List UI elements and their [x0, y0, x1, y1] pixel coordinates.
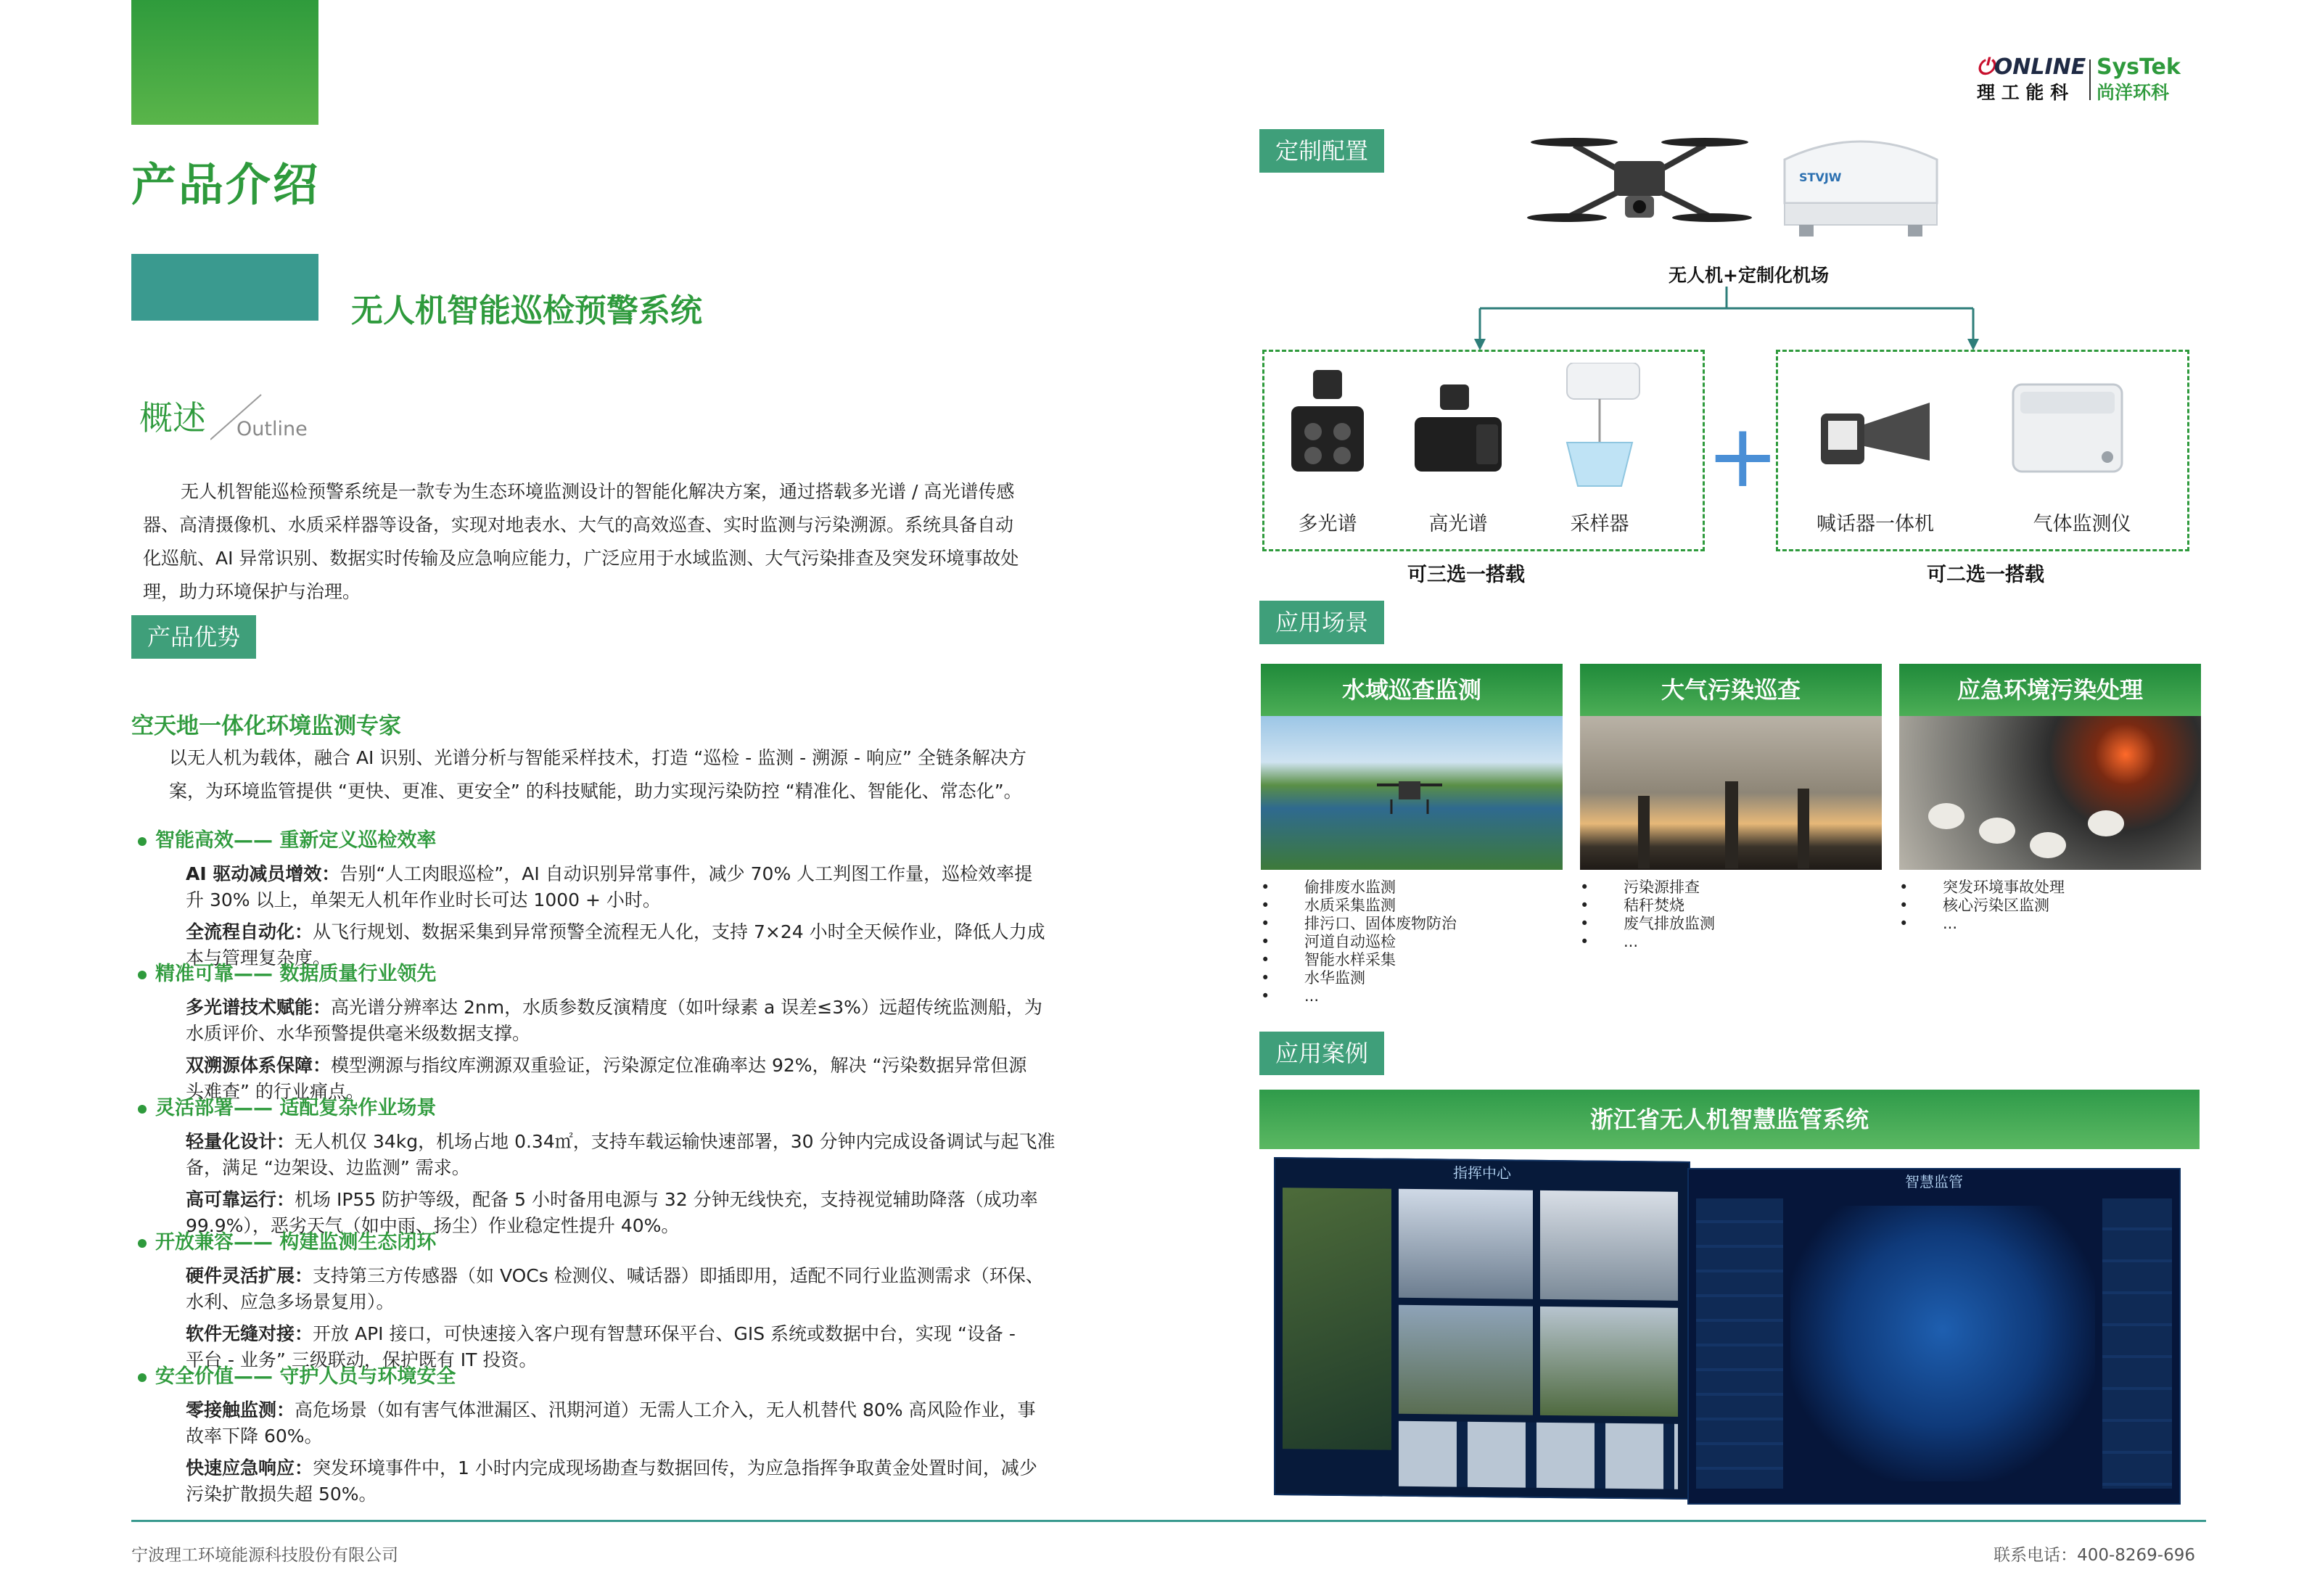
case-title-bar: [1259, 1090, 2200, 1149]
scene-card-emergency: [1899, 664, 2201, 933]
item-line: 机场 IP55 防护等级，配备 5 小时备用电源与 32 分钟无线快充，支持视觉辅助降落（成功率: [295, 1189, 1038, 1210]
item-label: 快速应急响应：: [186, 1457, 313, 1478]
item-label: 零接触监测：: [186, 1399, 295, 1420]
item-line: 模型溯源与指纹库溯源双重验证，污染源定位准确率达 92%，解决 “污染数据异常但源: [331, 1055, 1027, 1076]
item-line: 污染扩散损失超 50%。: [186, 1484, 377, 1505]
item-label: 双溯源体系保障：: [186, 1055, 332, 1076]
item-line: 高光谱分辨率达 2nm，水质参数反演精度（如叶绿素 a 误差≤3%）远超传统监测船，为: [331, 997, 1042, 1018]
case-tag: 应用案例: [1259, 1032, 1384, 1075]
chimney-shape: [1725, 781, 1738, 868]
stats-panel: [2102, 1198, 2172, 1489]
logo-systek: [2097, 54, 2213, 104]
overview-line: 器、高清摄像机、水质采样器等设备，实现对地表水、大气的高效巡查、实时监测与污染溯源。系统具备自动: [143, 514, 1014, 535]
green-accent-block: [131, 0, 318, 125]
emergency-scene-image: [1899, 716, 2201, 870]
item-line: 告别“人工肉眼巡检”，AI 自动识别异常事件，减少 70% 人工判图工作量，巡检效率提: [340, 863, 1033, 884]
bullet-dot-icon: [138, 1373, 147, 1382]
expert-line: 案，为环境监管提供 “更快、更准、更安全” 的科技赋能，助力实现污染防控 “精准化、智能化、常态化”。: [169, 781, 1022, 802]
overview-en: Outline: [236, 418, 308, 440]
tank-shape: [1979, 818, 2015, 844]
item-label: 全流程自动化：: [186, 921, 313, 942]
sampler-image: [1552, 363, 1647, 493]
online-power-icon: ⏻: [1977, 54, 1994, 80]
drone-airport-label: 无人机+定制化机场: [1669, 265, 1829, 286]
province-map: [1790, 1206, 2095, 1481]
item-label: AI 驱动减员增效：: [186, 863, 340, 884]
custom-tag: 定制配置: [1259, 129, 1384, 173]
scene-list: [1899, 879, 2201, 933]
scene-item: • 偷排废水监测: [1261, 879, 1563, 897]
scene-card-water: [1261, 664, 1563, 1005]
scene-item: • 污染源排查: [1580, 879, 1882, 897]
case-title: 浙江省无人机智慧监管系统: [1589, 1106, 1869, 1133]
video-feed: [1540, 1307, 1678, 1417]
scene-item: • 突发环境事故处理: [1899, 879, 2201, 897]
group2-caption: 可二选一搭载: [1927, 564, 2044, 586]
section-item: [186, 995, 1081, 1047]
advantage-tag: 产品优势: [131, 615, 256, 659]
item-line: 故率下降 60%。: [186, 1426, 323, 1447]
hangar-image: [1770, 123, 1951, 239]
footer-phone: 联系电话：400-8269-696: [1994, 1546, 2195, 1565]
section-title: 安全价值—— 守护人员与环境安全: [155, 1365, 456, 1388]
payload-label: 采样器: [1570, 513, 1629, 535]
logo-online-cn: 理 工 能 科: [1977, 82, 2069, 103]
drone-icon: [1370, 774, 1449, 818]
item-line: 支持第三方传感器（如 VOCs 检测仪、喊话器）即插即用，适配不同行业监测需求（环保、: [313, 1265, 1044, 1286]
gas-monitor-image: [2006, 377, 2129, 486]
scene-item: • 核心污染区监测: [1899, 897, 2201, 915]
overview-line: 理，助力环境保护与治理。: [143, 581, 361, 602]
hyperspectral-camera-image: [1411, 384, 1505, 479]
scene-title: 大气污染巡查: [1580, 664, 1882, 716]
plus-icon: +: [1706, 406, 1780, 507]
scene-title: 应急环境污染处理: [1899, 664, 2201, 716]
overview-paragraph: [143, 475, 1064, 609]
scene-item: • ...: [1580, 933, 1882, 951]
video-feed: [1399, 1305, 1533, 1415]
scene-list: [1261, 879, 1563, 1005]
logo-online-text: ONLINE: [1994, 54, 2086, 80]
logo-systek-cn: 尚洋环科: [2097, 82, 2170, 103]
scene-item: • ...: [1261, 987, 1563, 1005]
video-feed: [1399, 1189, 1533, 1299]
drone-image: [1523, 116, 1756, 247]
footer-divider: [131, 1520, 2206, 1522]
hangar-brand: STVJW: [1799, 170, 1842, 184]
thumbnail-strip: [1399, 1421, 1678, 1489]
item-line: 升 30% 以上，单架无人机年作业时长可达 1000 + 小时。: [186, 889, 661, 910]
teal-accent-block: [131, 254, 318, 321]
bullet-dot-icon: [138, 1105, 147, 1114]
overview-heading: [139, 392, 321, 450]
logo-online: [1977, 54, 2086, 104]
scene-item: • 废气排放监测: [1580, 915, 1882, 933]
scene-tag: 应用场景: [1259, 601, 1384, 644]
tank-shape: [2030, 832, 2066, 858]
scene-item: • 河道自动巡检: [1261, 933, 1563, 951]
branch-connector: [1451, 287, 2002, 352]
item-line: 99.9%），恶劣天气（如中雨、扬尘）作业稳定性提升 40%。: [186, 1215, 680, 1236]
screen-title: 智慧监管: [1905, 1173, 1963, 1190]
item-line: 本与管理复杂度。: [186, 947, 332, 968]
expert-paragraph: [131, 741, 1074, 808]
scene-item: • 秸秆焚烧: [1580, 897, 1882, 915]
item-line: 高危场景（如有害气体泄漏区、汛期河道）无需人工介入，无人机替代 80% 高风险作业，事: [295, 1399, 1036, 1420]
map-panel: [1283, 1188, 1391, 1450]
payload-label: 气体监测仪: [2033, 513, 2131, 535]
payload-label: 喊话器一体机: [1817, 513, 1934, 535]
payload-label: 高光谱: [1428, 513, 1488, 535]
video-feed: [1540, 1190, 1678, 1301]
item-label: 轻量化设计：: [186, 1131, 295, 1152]
section-item: [186, 1263, 1081, 1315]
scene-card-air: [1580, 664, 1882, 951]
section-item: [186, 1397, 1081, 1449]
logo-systek-text: SysTek: [2097, 54, 2181, 80]
section-title: 开放兼容—— 构建监测生态闭环: [155, 1231, 437, 1254]
monitor-screen-right: [1687, 1168, 2181, 1505]
footer-company: 宁波理工环境能源科技股份有限公司: [131, 1546, 398, 1565]
multispectral-camera-image: [1284, 370, 1371, 479]
monitor-screen-left: [1274, 1157, 1690, 1500]
scene-item: • 智能水样采集: [1261, 951, 1563, 969]
group1-caption: 可三选一搭载: [1407, 564, 1525, 586]
water-scene-image: [1261, 716, 1563, 870]
item-line: 无人机仅 34kg，机场占地 0.34㎡，支持车载运输快速部署，30 分钟内完成设备调试与起飞准: [295, 1131, 1056, 1152]
item-line: 开放 API 接口，可快速接入客户现有智慧环保平台、GIS 系统或数据中台，实现 “设备 -: [313, 1323, 1016, 1344]
section-3: [138, 1092, 1081, 1239]
list-panel: [1696, 1198, 1783, 1489]
scene-title: 水域巡查监测: [1261, 664, 1563, 716]
expert-title: 空天地一体化环境监测专家: [131, 713, 401, 739]
section-title: 灵活部署—— 适配复杂作业场景: [155, 1097, 437, 1119]
item-line: 平台 - 业务” 三级联动，保护既有 IT 投资。: [186, 1349, 538, 1370]
chimney-shape: [1638, 796, 1650, 868]
screen-title: 指挥中心: [1453, 1164, 1511, 1182]
chimney-shape: [1798, 789, 1809, 868]
page-title: 产品介绍: [131, 158, 321, 211]
expert-line: 以无人机为载体，融合 AI 识别、光谱分析与智能采样技术，打造 “巡检 - 监测 - 溯源 - 响应” 全链条解决方: [169, 747, 1026, 768]
item-line: 水质评价、水华预警提供毫米级数据支撑。: [186, 1023, 531, 1044]
item-line: 突发环境事件中，1 小时内完成现场勘查与数据回传，为应急指挥争取黄金处置时间，减少: [313, 1457, 1037, 1478]
section-item: [186, 1455, 1081, 1507]
bullet-dot-icon: [138, 837, 147, 846]
logo-divider: [2089, 59, 2091, 100]
item-label: 硬件灵活扩展：: [186, 1265, 313, 1286]
item-line: 水利、应急多场景复用）。: [186, 1291, 395, 1312]
section-item: [186, 1129, 1081, 1181]
section-2: [138, 958, 1081, 1105]
system-title: 无人机智能巡检预警系统: [351, 292, 702, 329]
section-5: [138, 1360, 1081, 1507]
tank-shape: [2088, 810, 2124, 836]
bullet-dot-icon: [138, 1239, 147, 1248]
item-label: 软件无缝对接：: [186, 1323, 313, 1344]
scene-item: • 水华监测: [1261, 969, 1563, 987]
section-4: [138, 1226, 1081, 1373]
overview-line: 无人机智能巡检预警系统是一款专为生态环境监测设计的智能化解决方案，通过搭载多光谱 / 高光谱传感: [181, 481, 1015, 502]
payload-label: 多光谱: [1298, 513, 1357, 535]
scene-list: [1580, 879, 1882, 951]
tank-shape: [1928, 803, 1964, 829]
overview-cn: 概述: [139, 398, 206, 437]
speaker-unit-image: [1806, 395, 1937, 475]
air-pollution-image: [1580, 716, 1882, 870]
item-label: 多光谱技术赋能：: [186, 997, 332, 1018]
section-title: 精准可靠—— 数据质量行业领先: [155, 963, 437, 985]
section-title: 智能高效—— 重新定义巡检效率: [155, 829, 437, 852]
item-line: 头难查” 的行业痛点。: [186, 1081, 364, 1102]
overview-line: 化巡航、AI 异常识别、数据实时传输及应急响应能力，广泛应用于水域监测、大气污染排查及突发环境事故处: [143, 548, 1019, 569]
section-1: [138, 824, 1081, 971]
scene-item: • ...: [1899, 915, 2201, 933]
scene-item: • 水质采集监测: [1261, 897, 1563, 915]
section-item: [186, 861, 1081, 913]
scene-item: • 排污口、固体废物防治: [1261, 915, 1563, 933]
bullet-dot-icon: [138, 971, 147, 979]
item-line: 从飞行规划、数据采集到异常预警全流程无人化，支持 7×24 小时全天候作业，降低人力成: [313, 921, 1045, 942]
item-label: 高可靠运行：: [186, 1189, 295, 1210]
item-line: 备，满足 “边架设、边监测” 需求。: [186, 1157, 470, 1178]
